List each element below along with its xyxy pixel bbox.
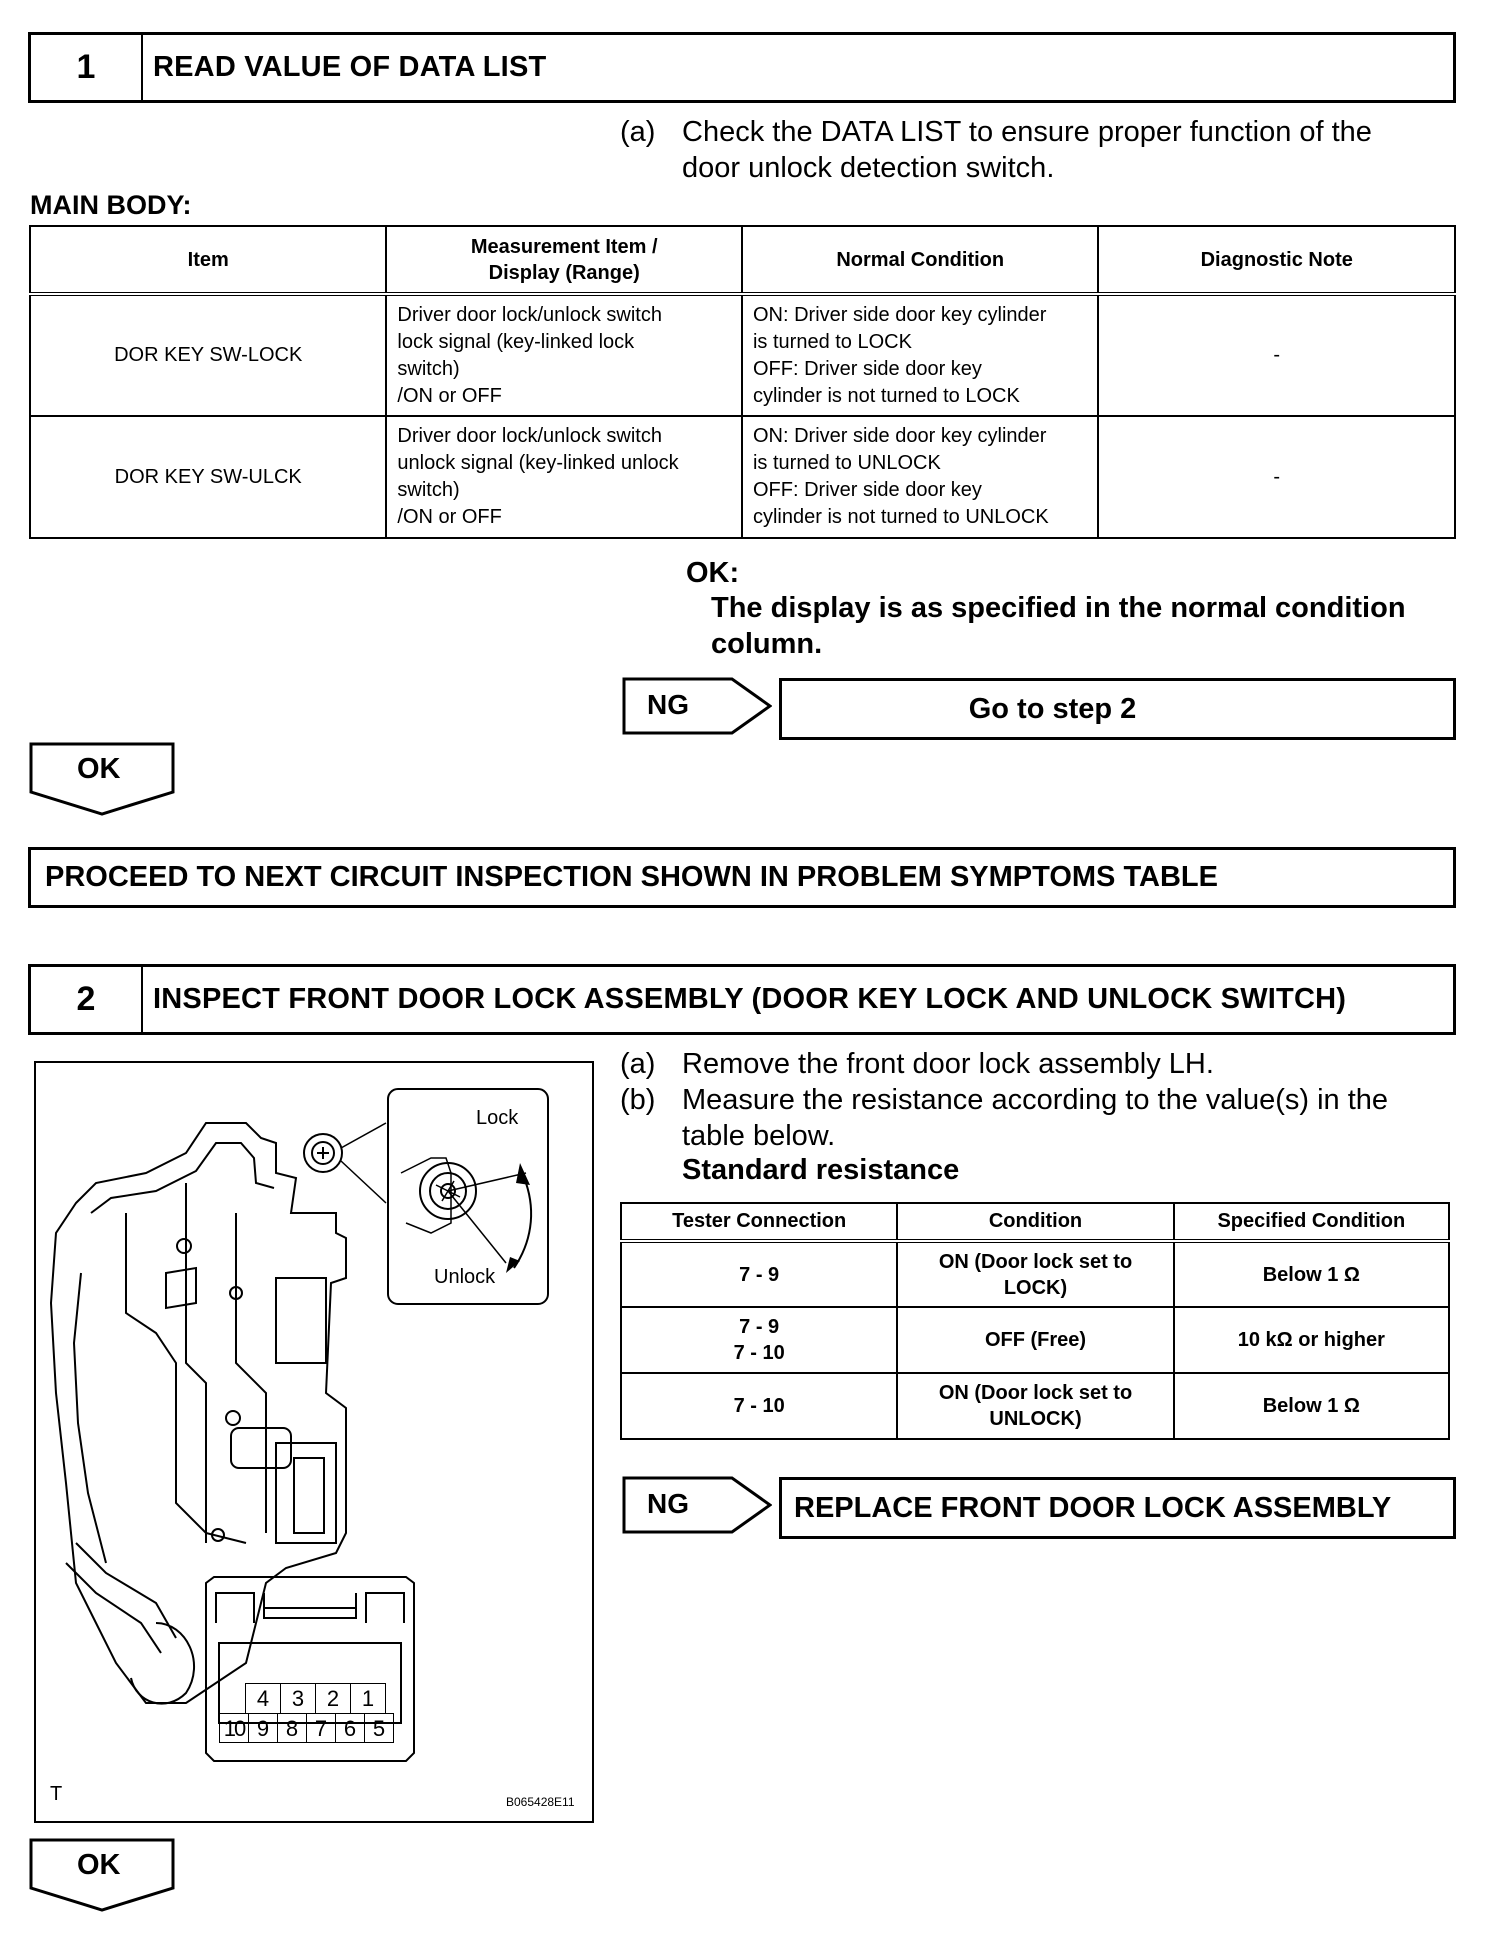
- pin: 10: [219, 1713, 249, 1743]
- pin-row-bottom: [219, 1713, 401, 1743]
- normal-line: cylinder is not turned to LOCK: [752, 384, 1020, 407]
- ng-arrow-shape: [622, 1476, 772, 1534]
- connection-line: 7 - 9: [739, 1316, 780, 1338]
- measurement-line: switch): [397, 357, 460, 380]
- row-condition: [897, 1373, 1173, 1439]
- main-body-label: MAIN BODY:: [30, 190, 192, 220]
- normal-line: OFF: Driver side door key: [752, 357, 982, 380]
- data-list-table: [29, 225, 1456, 539]
- pin: 7: [307, 1713, 336, 1743]
- table-row: [30, 294, 1455, 416]
- pin-row-top: [245, 1683, 401, 1713]
- ng-label: NG: [647, 689, 689, 720]
- ok-criteria-line1: The display is as specified in the normal condition: [711, 592, 1406, 624]
- connection-line: 7 - 10: [733, 1342, 785, 1364]
- normal-line: ON: Driver side door key cylinder: [752, 303, 1047, 326]
- measurement-line: Driver door lock/unlock switch: [397, 303, 662, 326]
- table-row: [621, 1241, 1449, 1307]
- normal-line: cylinder is not turned to UNLOCK: [752, 506, 1049, 528]
- header-normal-condition: Normal Condition: [742, 226, 1098, 294]
- go-to-step2[interactable]: [779, 678, 1456, 740]
- connector-pins: [219, 1683, 401, 1743]
- pin: 2: [316, 1683, 351, 1713]
- header-tester-connection: Tester Connection: [621, 1203, 897, 1241]
- step1-title: READ VALUE OF DATA LIST: [153, 51, 547, 83]
- measurement-line: Driver door lock/unlock switch: [397, 425, 662, 447]
- door-lock-figure: [34, 1061, 594, 1823]
- row-measurement: [386, 416, 742, 538]
- ok-criteria-label: OK:: [686, 557, 740, 589]
- row-item: DOR KEY SW-LOCK: [30, 294, 386, 416]
- replace-door-lock[interactable]: [779, 1477, 1456, 1539]
- measurement-line: unlock signal (key-linked unlock: [397, 452, 679, 474]
- row-item: DOR KEY SW-ULCK: [30, 416, 386, 538]
- replace-door-lock-label: REPLACE FRONT DOOR LOCK ASSEMBLY: [794, 1491, 1392, 1524]
- ok-arrow[interactable]: [29, 742, 177, 816]
- row-note: -: [1098, 416, 1455, 538]
- ng-arrow-step2[interactable]: [622, 1476, 772, 1534]
- ok-arrow-step2[interactable]: [29, 1838, 177, 1912]
- table-row: [621, 1307, 1449, 1373]
- connection-line: 7 - 10: [733, 1395, 785, 1417]
- measurement-line: /ON or OFF: [397, 506, 502, 528]
- header-item: Item: [30, 226, 386, 294]
- row-connection: [621, 1241, 897, 1307]
- proceed-box: [28, 847, 1456, 908]
- step2-instruction-a: [620, 1046, 1450, 1082]
- ok-criteria-line2: column.: [711, 628, 823, 660]
- row-condition: [897, 1241, 1173, 1307]
- header-measurement: [386, 226, 742, 294]
- header-measurement-line1: Measurement Item /: [470, 235, 658, 258]
- step2-header: [28, 964, 1456, 1035]
- measurement-line: /ON or OFF: [397, 384, 502, 407]
- connection-line: 7 - 9: [739, 1263, 780, 1286]
- b-line2: table below.: [682, 1120, 836, 1152]
- row-spec: 10 kΩ or higher: [1174, 1307, 1449, 1373]
- step2-title: INSPECT FRONT DOOR LOCK ASSEMBLY (DOOR KEY LOCK AND UNLOCK SWITCH): [153, 983, 1347, 1015]
- ok-arrow-label: OK: [77, 753, 121, 785]
- row-measurement: [386, 294, 742, 416]
- pin: 5: [365, 1713, 394, 1743]
- pin: 1: [351, 1683, 386, 1713]
- b-line1: Measure the resistance according to the value(s) in the: [682, 1084, 1389, 1116]
- view-mark: T: [50, 1783, 63, 1805]
- condition-line: UNLOCK): [989, 1408, 1082, 1430]
- pin: 6: [336, 1713, 365, 1743]
- instruction-label: (a): [620, 116, 656, 148]
- normal-line: OFF: Driver side door key: [752, 479, 982, 501]
- row-note: -: [1098, 294, 1455, 416]
- figure-code: B065428E11: [506, 1795, 575, 1809]
- pin: 8: [278, 1713, 307, 1743]
- header-specified-condition: Specified Condition: [1174, 1203, 1449, 1241]
- pin: 3: [281, 1683, 316, 1713]
- standard-resistance-label: Standard resistance: [682, 1154, 960, 1186]
- table-row: [30, 416, 1455, 538]
- ok-arrow-label: OK: [77, 1849, 121, 1881]
- go-to-step2-label: Go to step 2: [968, 692, 1137, 725]
- row-spec: Below 1 Ω: [1174, 1373, 1449, 1439]
- proceed-text: PROCEED TO NEXT CIRCUIT INSPECTION SHOWN IN PROBLEM SYMPTOMS TABLE: [45, 861, 1218, 893]
- condition-line: ON (Door lock set to: [938, 1382, 1133, 1404]
- a-label: (a): [620, 1048, 656, 1080]
- row-connection: [621, 1307, 897, 1373]
- normal-line: is turned to LOCK: [752, 330, 912, 353]
- step1-instruction: [620, 114, 1450, 194]
- step2-number: 2: [31, 967, 143, 1032]
- step1-header: [28, 32, 1456, 103]
- measurement-line: switch): [397, 479, 460, 501]
- row-condition: [897, 1307, 1173, 1373]
- condition-line: OFF (Free): [984, 1329, 1087, 1351]
- step2-instruction-b: [620, 1082, 1450, 1154]
- unlock-label: Unlock: [434, 1266, 496, 1288]
- pin: 9: [249, 1713, 278, 1743]
- condition-line: LOCK): [1003, 1276, 1068, 1299]
- resistance-table: [620, 1202, 1450, 1440]
- instruction-line2: door unlock detection switch.: [682, 152, 1055, 184]
- row-normal-condition: [742, 294, 1098, 416]
- ng-arrow-shape: [622, 677, 772, 735]
- normal-line: ON: Driver side door key cylinder: [752, 425, 1047, 447]
- measurement-line: lock signal (key-linked lock: [397, 330, 635, 353]
- a-text: Remove the front door lock assembly LH.: [682, 1048, 1214, 1080]
- ng-label: NG: [647, 1488, 689, 1519]
- lock-label: Lock: [476, 1107, 519, 1129]
- row-spec: Below 1 Ω: [1174, 1241, 1449, 1307]
- ng-arrow[interactable]: [622, 677, 772, 735]
- pin: 4: [245, 1683, 281, 1713]
- row-normal-condition: [742, 416, 1098, 538]
- table-row: [621, 1373, 1449, 1439]
- header-diagnostic-note: Diagnostic Note: [1098, 226, 1455, 294]
- header-condition: Condition: [897, 1203, 1173, 1241]
- b-label: (b): [620, 1084, 656, 1116]
- step1-number: 1: [31, 35, 143, 100]
- header-measurement-line2: Display (Range): [488, 261, 640, 284]
- row-connection: [621, 1373, 897, 1439]
- condition-line: ON (Door lock set to: [938, 1250, 1133, 1273]
- instruction-line1: Check the DATA LIST to ensure proper function of the: [682, 116, 1372, 148]
- normal-line: is turned to UNLOCK: [752, 452, 941, 474]
